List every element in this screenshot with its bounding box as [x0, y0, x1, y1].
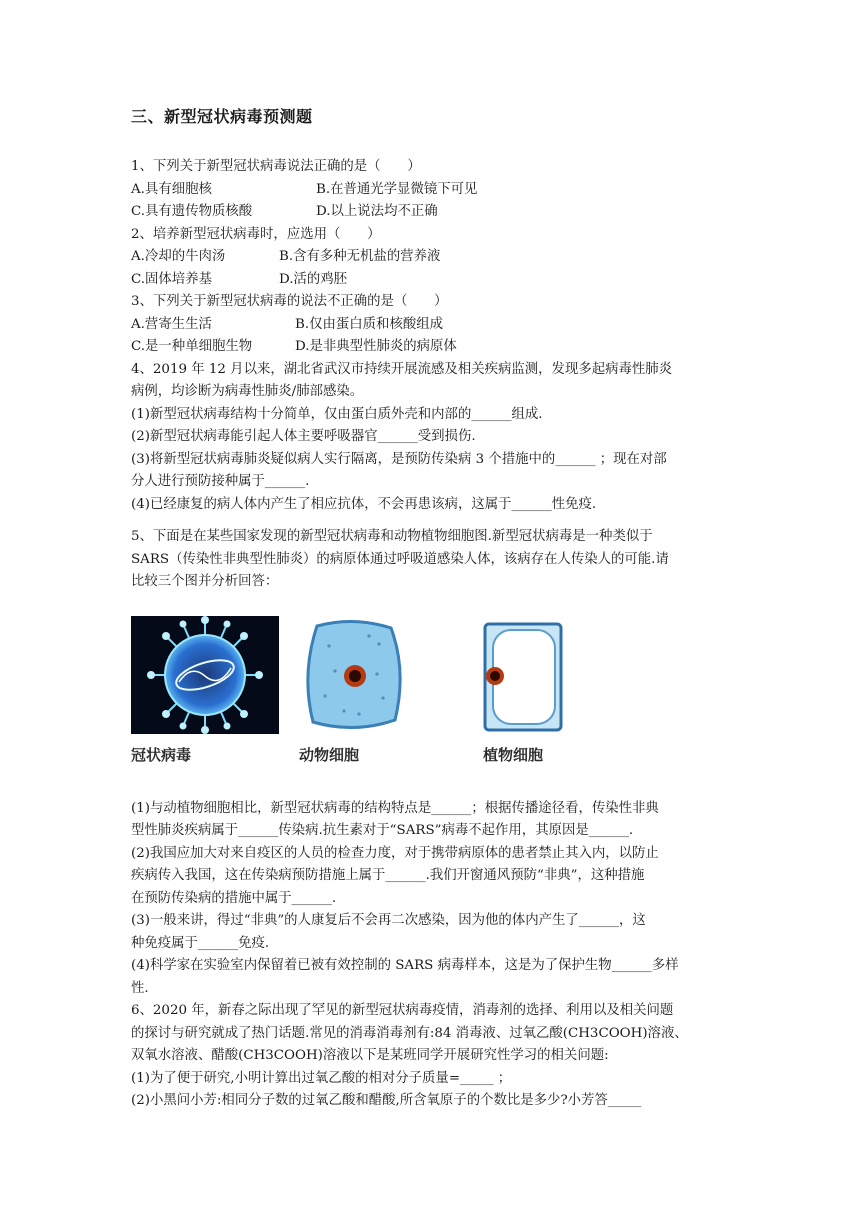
- q1-options-row2: [131, 201, 731, 224]
- q1-option-c: C.具有遗传物质核酸: [131, 204, 253, 219]
- q6-part2: (2)小黑问小芳:相同分子数的过氧乙酸和醋酸,所含氧原子的个数比是多少?小芳答_____: [131, 1093, 642, 1108]
- q5-part1-line1: (1)与动植物细胞相比，新型冠状病毒的结构特点是______；根据传播途径看，传染性非典: [131, 800, 659, 816]
- q4-stem-line1: 4、2019 年 12 月以来，湖北省武汉市持续开展流感及相关疾病监测，发现多起病毒性肺炎: [131, 361, 673, 377]
- q2-options-row2: [131, 269, 731, 292]
- q5-part2-line1: (2)我国应加大对来自疫区的人员的检查力度，对于携带病原体的患者禁止其入内，以防止: [131, 845, 659, 861]
- q3-option-b: B.仅由蛋白质和核酸组成: [295, 316, 444, 332]
- q5-figure-row: [131, 616, 731, 784]
- q6-stem-line3: 双氧水溶液、醋酸(CH3COOH)溶液以下是某班同学开展研究性学习的相关问题:: [131, 1048, 609, 1063]
- q6-stem-line2: 的探讨与研究就成了热门话题.常见的消毒消毒剂有:84 消毒液、过氧乙酸(CH3COOH)溶液、: [131, 1025, 688, 1041]
- q3-option-a: A.营寄生生活: [131, 316, 212, 332]
- q5-stem-line2: SARS（传染性非典型性肺炎）的病原体通过呼吸道感染人体，该病存在人传染人的可能.请: [131, 551, 669, 567]
- q5-part2-line2: 疾病传入我国，这在传染病预防措施上属于______.我们开窗通风预防“非典”，这种措施: [131, 868, 645, 883]
- q2-option-c: C.固体培养基: [131, 271, 212, 287]
- question-list: [131, 156, 731, 1113]
- q5-part3-line1: (3)一般来讲，得过“非典”的人康复后不会再二次感染，因为他的体内产生了______，这: [131, 913, 646, 928]
- animal-cell-image: [299, 616, 409, 734]
- q2-option-a: A.冷却的牛肉汤: [131, 249, 226, 264]
- q6-part1: (1)为了便于研究,小明计算出过氧乙酸的相对分子质量=_____ ；: [131, 1070, 512, 1086]
- q5-part2-line3: 在预防传染病的措施中属于______.: [131, 890, 337, 906]
- coronavirus-image: [131, 616, 279, 734]
- plant-cell-image: [481, 622, 565, 734]
- q4-part2: (2)新型冠状病毒能引起人体主要呼吸器官______受到损伤.: [131, 429, 476, 444]
- q3-options-row1: [131, 314, 731, 337]
- q1-option-d: D.以上说法均不正确: [316, 204, 438, 219]
- q4-part1: (1)新型冠状病毒结构十分简单，仅由蛋白质外壳和内部的______组成.: [131, 406, 543, 422]
- q2-options-row1: [131, 246, 731, 269]
- q3-option-d: D.是非典型性肺炎的病原体: [295, 339, 457, 354]
- q5-part4-line1: (4)科学家在实验室内保留着已被有效控制的 SARS 病毒样本，这是为了保护生物______多样: [131, 958, 679, 973]
- q3-stem: 3、下列关于新型冠状病毒的说法不正确的是（ ）: [131, 294, 448, 309]
- q3-option-c: C.是一种单细胞生物: [131, 339, 253, 354]
- q1-option-b: B.在普通光学显微镜下可见: [316, 181, 478, 197]
- q4-stem-line2: 病例，均诊断为病毒性肺炎/肺部感染。: [131, 384, 364, 399]
- q1-option-a: A.具有细胞核: [131, 181, 212, 197]
- animal-cell-caption: 动物细胞: [299, 745, 360, 764]
- q5-stem-line3: 比较三个图并分析回答：: [131, 574, 279, 589]
- q1-stem: 1、下列关于新型冠状病毒说法正确的是（ ）: [131, 159, 421, 174]
- q2-option-b: B.含有多种无机盐的营养液: [279, 249, 441, 264]
- q4-part3-line2: 分人进行预防接种属于______.: [131, 474, 310, 489]
- q5-stem-line1: 5、下面是在某些国家发现的新型冠状病毒和动物植物细胞图.新型冠状病毒是一种类似于: [131, 529, 653, 544]
- q4-part4: (4)已经康复的病人体内产生了相应抗体，不会再患该病，这属于______性免疫.: [131, 496, 597, 512]
- q2-stem: 2、培养新型冠状病毒时，应选用（ ）: [131, 226, 381, 242]
- q3-options-row2: [131, 336, 731, 359]
- plant-cell-caption: 植物细胞: [483, 745, 544, 764]
- q5-part4-line2: 性.: [131, 980, 149, 996]
- q1-options-row1: [131, 179, 731, 202]
- q5-part3-line2: 种免疫属于______免疫.: [131, 935, 270, 951]
- coronavirus-caption: 冠状病毒: [131, 745, 192, 764]
- q6-stem-line1: 6、2020 年，新春之际出现了罕见的新型冠状病毒疫情，消毒剂的选择、利用以及相关问题: [131, 1003, 674, 1018]
- section-title: 三、新型冠状病毒预测题: [131, 107, 313, 126]
- q4-part3-line1: (3)将新型冠状病毒肺炎疑似病人实行隔离，是预防传染病 3 个措施中的______ ；现在对部: [131, 451, 667, 467]
- q2-option-d: D.活的鸡胚: [279, 271, 348, 287]
- q5-part1-line2: 型性肺炎疾病属于______传染病.抗生素对于“SARS”病毒不起作用，其原因是______.: [131, 823, 634, 838]
